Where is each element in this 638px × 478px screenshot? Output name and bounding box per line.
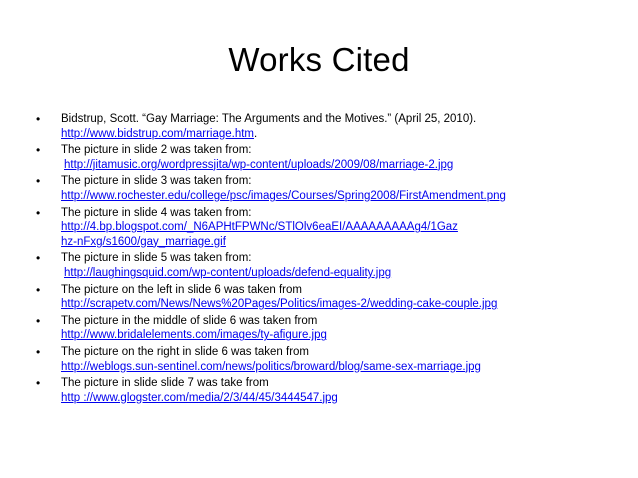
bullet: • bbox=[36, 143, 41, 158]
citation-item bbox=[36, 314, 626, 343]
citation-text: The picture in the middle of slide 6 was taken from bbox=[61, 314, 318, 327]
bullet: • bbox=[36, 251, 41, 266]
citation-list bbox=[36, 112, 626, 407]
slide-title: Works Cited bbox=[228, 41, 410, 78]
citation-link[interactable]: http://www.bridalelements.com/images/ty-afigure.jpg bbox=[61, 329, 327, 342]
citation-link[interactable]: http://laughingsquid.com/wp-content/uploads/defend-equality.jpg bbox=[64, 266, 392, 279]
citation-item bbox=[36, 112, 626, 141]
citation-suffix: . bbox=[254, 127, 258, 140]
citation-link[interactable]: http ://www.glogster.com/media/2/3/44/45/3444547.jpg bbox=[61, 391, 338, 404]
bullet: • bbox=[36, 205, 41, 220]
citation-item bbox=[36, 143, 626, 172]
citation-item bbox=[36, 206, 626, 250]
citation-text: The picture in slide 5 was taken from: bbox=[61, 252, 252, 265]
citation-item bbox=[36, 345, 626, 374]
bullet: • bbox=[36, 112, 41, 126]
bullet: • bbox=[36, 344, 41, 359]
citation-link[interactable]: http://weblogs.sun-sentinel.com/news/politics/broward/blog/same-sex-marriage.jpg bbox=[61, 360, 481, 373]
citation-text: The picture in slide 2 was taken from: bbox=[61, 144, 252, 157]
citation-item bbox=[36, 283, 626, 312]
citation-item bbox=[36, 376, 626, 405]
citation-link[interactable]: http://www.rochester.edu/college/psc/images/Courses/Spring2008/FirstAmendment.png bbox=[61, 189, 506, 202]
citation-link[interactable]: http://scrapetv.com/News/News%20Pages/Politics/images-2/wedding-cake-couple.jpg bbox=[61, 298, 498, 311]
citation-text: The picture on the right in slide 6 was taken from bbox=[61, 345, 310, 358]
bullet: • bbox=[36, 313, 41, 328]
citation-item bbox=[36, 251, 626, 280]
citation-item bbox=[36, 174, 626, 203]
bullet: • bbox=[36, 282, 41, 297]
citation-text: Bidstrup, Scott. “Gay Marriage: The Arguments and the Motives.” (April 25, 2010). bbox=[61, 113, 477, 125]
citation-text: The picture in slide 3 was taken from: bbox=[61, 175, 252, 188]
bullet: • bbox=[36, 376, 41, 391]
citation-link[interactable]: http://jitamusic.org/wordpressjita/wp-content/uploads/2009/08/marriage-2.jpg bbox=[64, 158, 454, 171]
citation-link[interactable]: http://www.bidstrup.com/marriage.htm bbox=[61, 127, 255, 140]
citation-text: The picture in slide 4 was taken from: bbox=[61, 206, 252, 219]
citation-link[interactable]: http://4.bp.blogspot.com/_N6APHtFPWNc/STlOlv6eaEI/AAAAAAAAAg4/1Gazhz-nFxg/s1600/gay_marriage.gif bbox=[61, 221, 458, 248]
bullet: • bbox=[36, 174, 41, 189]
citation-text: The picture on the left in slide 6 was taken from bbox=[61, 283, 302, 296]
citation-text: The picture in slide slide 7 was take from bbox=[61, 377, 269, 390]
